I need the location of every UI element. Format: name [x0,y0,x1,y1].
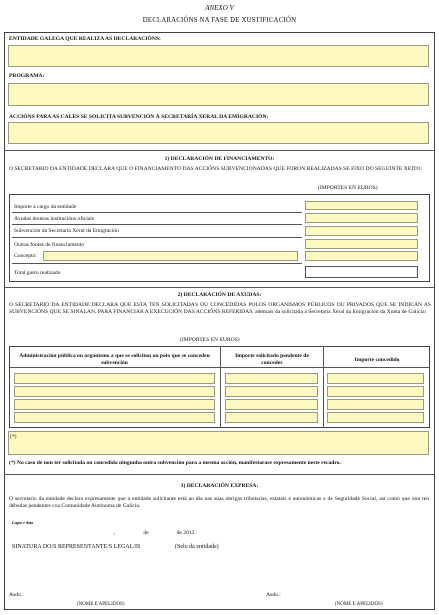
col-divider [323,346,324,428]
aids-amounts-header: (IMPORTES EN EUROS) [180,337,240,343]
name-left-label: (NOME E APELIDOS) [77,602,125,607]
date-line: , de de 2012. [114,530,196,536]
financing-row-label: Importe a cargo da entidade [14,204,77,210]
express-text: O secretario da entidade declara expresamente que a entidade solicitante está ao día nas súas obrigas tributarias, estatais e autonómicas e de Seguridade Social, así como que non ten débedas pendentes coa Comunidade Autónoma de Galicia. [9,496,429,509]
aids-heading: 2) DECLARACIÓN DE AXUDAS: [177,292,262,298]
concept-label: Concepto: [14,253,37,259]
aid-granted-field[interactable] [327,399,424,410]
row-line [12,224,302,225]
aid-requested-field[interactable] [225,399,318,410]
financing-amount-field[interactable] [305,213,418,223]
name-right-label: (NOME E APELIDOS) [335,602,383,607]
row-line [12,212,302,213]
financing-amount-field[interactable] [305,226,418,236]
no-aid-note-field[interactable] [8,431,429,455]
financing-row-label: Subvención da Secretaría Xeral da Emigración [14,228,119,234]
page-title: DECLARACIÓNS NA FASE DE XUSTIFICACIÓN [142,17,297,24]
aid-organism-field[interactable] [14,412,215,423]
actions-field[interactable] [8,122,429,144]
total-label: Total gasto realizado [14,270,61,276]
financing-amount-field[interactable] [305,251,418,261]
aid-organism-field[interactable] [14,386,215,397]
annex-label: ANEXO V [205,4,234,12]
program-field[interactable] [8,83,429,106]
aid-requested-field[interactable] [225,373,318,384]
total-field[interactable] [305,266,418,278]
aid-requested-field[interactable] [225,412,318,423]
aids-col-header: Importe solicitado pendente de conceder [235,353,309,366]
col-divider [220,346,221,428]
aids-col-header: Importe concedido [354,357,400,363]
aids-intro: O SECRETARIO DA ENTIDADE DECLARA QUE ESTA TEN SOLICITADAS OU CONCEDIDAS POLOS ORGANISMOS PÚBLICOS OU PRIVADOS QUE SE INDICAN AS SUBVENCIÓNS QUE SE SINALAN, PARA FINANCIAR A EXECUCIÓN DAS ACCIÓNS REFERIDAS, ademais da solicitada á Secretaría Xeral da Emigración da Xunta de Galicia: [9,302,431,315]
actions-label: ACCIÓNS PARA AS CALES SE SOLICITA SUBVENCIÓN Á SECRETARÍA XERAL DA EMIGRACIÓN: [9,114,269,120]
signature-label: SINATURA DO/S REPRESENTANTE/S LEGAL/IS [12,544,141,550]
signed-left-label: Asdo.: [9,592,24,598]
entity-label: ENTIDADE GALEGA QUE REALIZA AS DECLARACIÓNS: [9,36,161,42]
divider [4,474,435,475]
financing-amounts-header: (IMPORTES EN EUROS) [318,185,378,191]
financing-row-label: Axudas doutras institucións oficiais [14,216,95,222]
signed-right-label: Asdo.: [266,592,281,598]
aid-granted-field[interactable] [327,412,424,423]
aid-granted-field[interactable] [327,386,424,397]
divider [4,287,435,288]
note-marker: (*) [10,434,17,440]
financing-heading: 1) DECLARACIÓN DE FINANCIAMENTO: [164,156,275,162]
aids-col-header: Administración pública ou organismo a que se solicitou ou polo que se concedeu subvención [19,353,210,366]
stamp-label: (Selo da entidade) [175,544,219,550]
express-heading: 3) DECLARACIÓN EXPRESA: [180,483,259,489]
financing-intro: O SECRETARIO DA ENTIDADE DECLARA QUE O FINANCIAMENTO DAS ACCIÓNS SUBVENCIONADAS QUE FORON REALIZADAS SE FIXO DO SEGUINTE XEITO: [9,166,422,172]
divider [4,150,435,151]
row-line [12,237,302,238]
aid-requested-field[interactable] [225,386,318,397]
program-label: PROGRAMA: [9,73,45,79]
aids-footnote: (*) No caso de non ter solicitada ou concedida ningunha outra subvención para a mesma acción, manifestarase expresamente neste recadro. [9,460,341,466]
financing-amount-field[interactable] [305,201,418,210]
place-date-label: Lugar e data [12,520,34,525]
financing-amount-field[interactable] [305,239,418,249]
aid-organism-field[interactable] [14,373,215,384]
header-divider [9,367,430,368]
aid-granted-field[interactable] [327,373,424,384]
row-line [12,263,302,264]
concept-field[interactable] [43,251,298,261]
entity-field[interactable] [8,45,429,67]
financing-row-label: Outras fontes de financiamento [14,242,85,248]
aid-organism-field[interactable] [14,399,215,410]
